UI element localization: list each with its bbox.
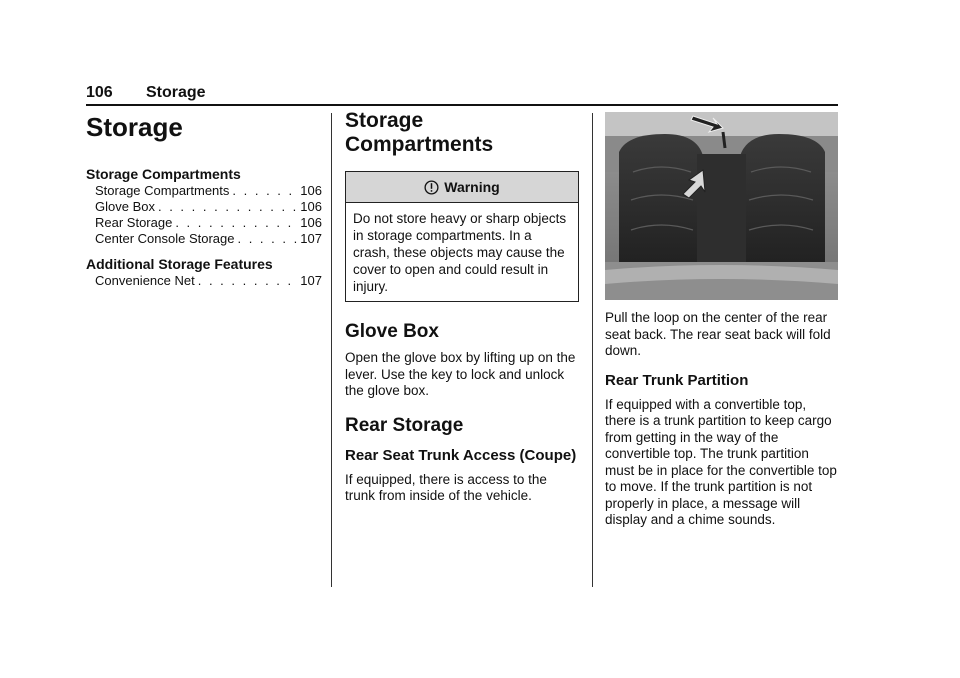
running-section-title: Storage xyxy=(146,84,206,101)
toc-entry-label: Convenience Net xyxy=(95,273,195,288)
toc-entry-label: Storage Compartments xyxy=(95,183,230,198)
toc-entry[interactable] xyxy=(86,273,322,289)
toc-entry-page: 106 xyxy=(300,199,322,214)
toc-entry-label: Glove Box xyxy=(95,199,155,214)
toc-entry[interactable] xyxy=(86,231,322,247)
rear-storage-heading: Rear Storage xyxy=(345,414,464,436)
toc-entry-page: 106 xyxy=(300,215,322,230)
warning-text: Do not store heavy or sharp objects in storage compartments. In a crash, these objects may cause the cover to open and could result in injury. xyxy=(353,211,567,294)
rear-seat-photo xyxy=(605,112,838,300)
rear-seat-trunk-access-heading: Rear Seat Trunk Access (Coupe) xyxy=(345,446,577,464)
page-number: 106 xyxy=(86,84,113,101)
warning-label: Warning xyxy=(444,179,500,195)
toc-entry-page: 107 xyxy=(300,231,322,246)
glove-box-heading: Glove Box xyxy=(345,321,439,342)
middle-column xyxy=(345,109,579,505)
section-title-line-1: Storage xyxy=(345,109,424,132)
column-divider-right xyxy=(592,113,593,587)
page-header xyxy=(86,82,838,106)
chapter-toc xyxy=(86,112,322,289)
warning-box xyxy=(345,171,579,302)
rear-trunk-partition-heading: Rear Trunk Partition xyxy=(605,371,749,389)
toc-entry-page: 106 xyxy=(300,183,322,198)
toc-section xyxy=(86,166,322,247)
toc-section-heading: Storage Compartments xyxy=(86,166,241,182)
column-divider-left xyxy=(331,113,332,587)
warning-icon xyxy=(424,180,439,195)
chapter-title: Storage xyxy=(86,112,183,142)
toc-entry[interactable] xyxy=(86,199,322,215)
toc-entry-label: Rear Storage xyxy=(95,215,173,230)
glove-box-text: Open the glove box by lifting up on the lever. Use the key to lock and unlock the glove box. xyxy=(345,350,576,398)
warning-header xyxy=(346,172,578,203)
toc-entry-label: Center Console Storage xyxy=(95,231,235,246)
toc-entry[interactable] xyxy=(86,215,322,231)
toc-entry-page: 107 xyxy=(300,273,322,288)
rear-seat-trunk-access-text: If equipped, there is access to the trunk from inside of the vehicle. xyxy=(345,471,547,503)
toc-entry[interactable] xyxy=(86,183,322,199)
toc-section-heading: Additional Storage Features xyxy=(86,256,273,272)
toc-section xyxy=(86,256,322,289)
photo-caption: Pull the loop on the center of the rear seat back. The rear seat back will fold down. xyxy=(605,310,831,358)
toc-leader-dots xyxy=(198,273,298,289)
toc-leader-dots xyxy=(175,215,297,231)
rear-trunk-partition-text: If equipped with a convertible top, there is a trunk partition to keep cargo from getting in the way of the convertible top. The trunk partition must be in place for the convertible top to move. If the trunk partition is not properly in place, a message will display and a chime sounds. xyxy=(605,396,837,527)
right-column xyxy=(605,112,838,529)
section-title-line-2: Compartments xyxy=(345,133,494,156)
toc-leader-dots xyxy=(158,199,297,215)
toc-leader-dots xyxy=(232,183,297,199)
toc-leader-dots xyxy=(237,231,297,247)
